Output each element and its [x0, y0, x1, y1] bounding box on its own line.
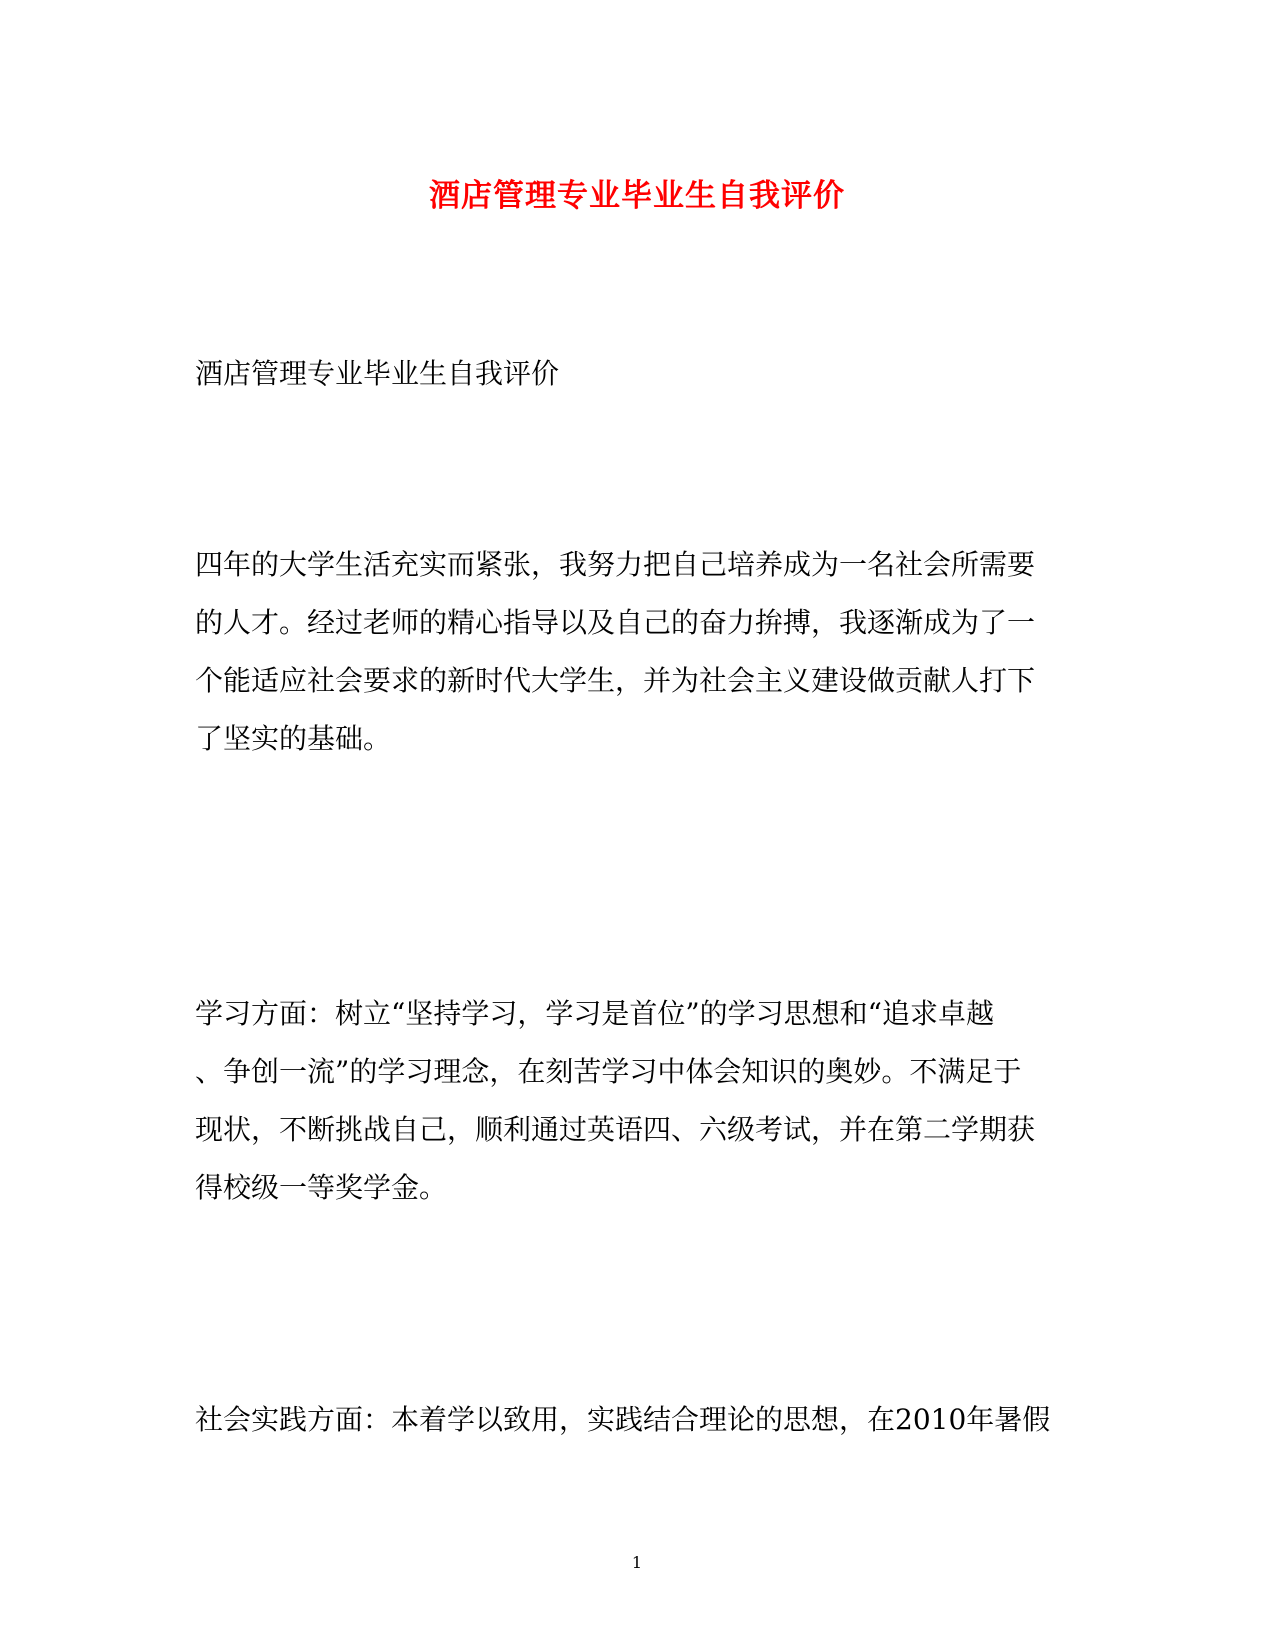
- paragraph-line: 个能适应社会要求的新时代大学生，并为社会主义建设做贡献人打下: [195, 664, 1036, 697]
- paragraph-practice: [195, 1391, 1075, 1449]
- paragraph-study: [195, 985, 1075, 1217]
- paragraph-line: 社会实践方面：本着学以致用，实践结合理论的思想，在2010年暑假: [195, 1403, 1051, 1436]
- paragraph-line: 四年的大学生活充实而紧张，我努力把自己培养成为一名社会所需要: [195, 548, 1036, 581]
- document-subtitle: [195, 345, 1075, 403]
- paragraph-line: 了坚实的基础。: [195, 722, 392, 755]
- paragraph-intro: [195, 536, 1075, 768]
- paragraph-line: 得校级一等奖学金。: [195, 1171, 448, 1204]
- paragraph-line: 的人才。经过老师的精心指导以及自己的奋力拚搏，我逐渐成为了一: [195, 606, 1036, 639]
- document-title: 酒店管理专业毕业生自我评价: [429, 178, 845, 214]
- subtitle-text: 酒店管理专业毕业生自我评价: [195, 357, 560, 390]
- paragraph-line: 、争创一流”的学习理念，在刻苦学习中体会知识的奥妙。不满足于: [195, 1055, 1022, 1088]
- paragraph-line: 现状，不断挑战自己，顺利通过英语四、六级考试，并在第二学期获: [195, 1113, 1036, 1146]
- page-number: 1: [631, 1553, 643, 1572]
- paragraph-line: 学习方面：树立“坚持学习，学习是首位”的学习思想和“追求卓越: [195, 997, 994, 1030]
